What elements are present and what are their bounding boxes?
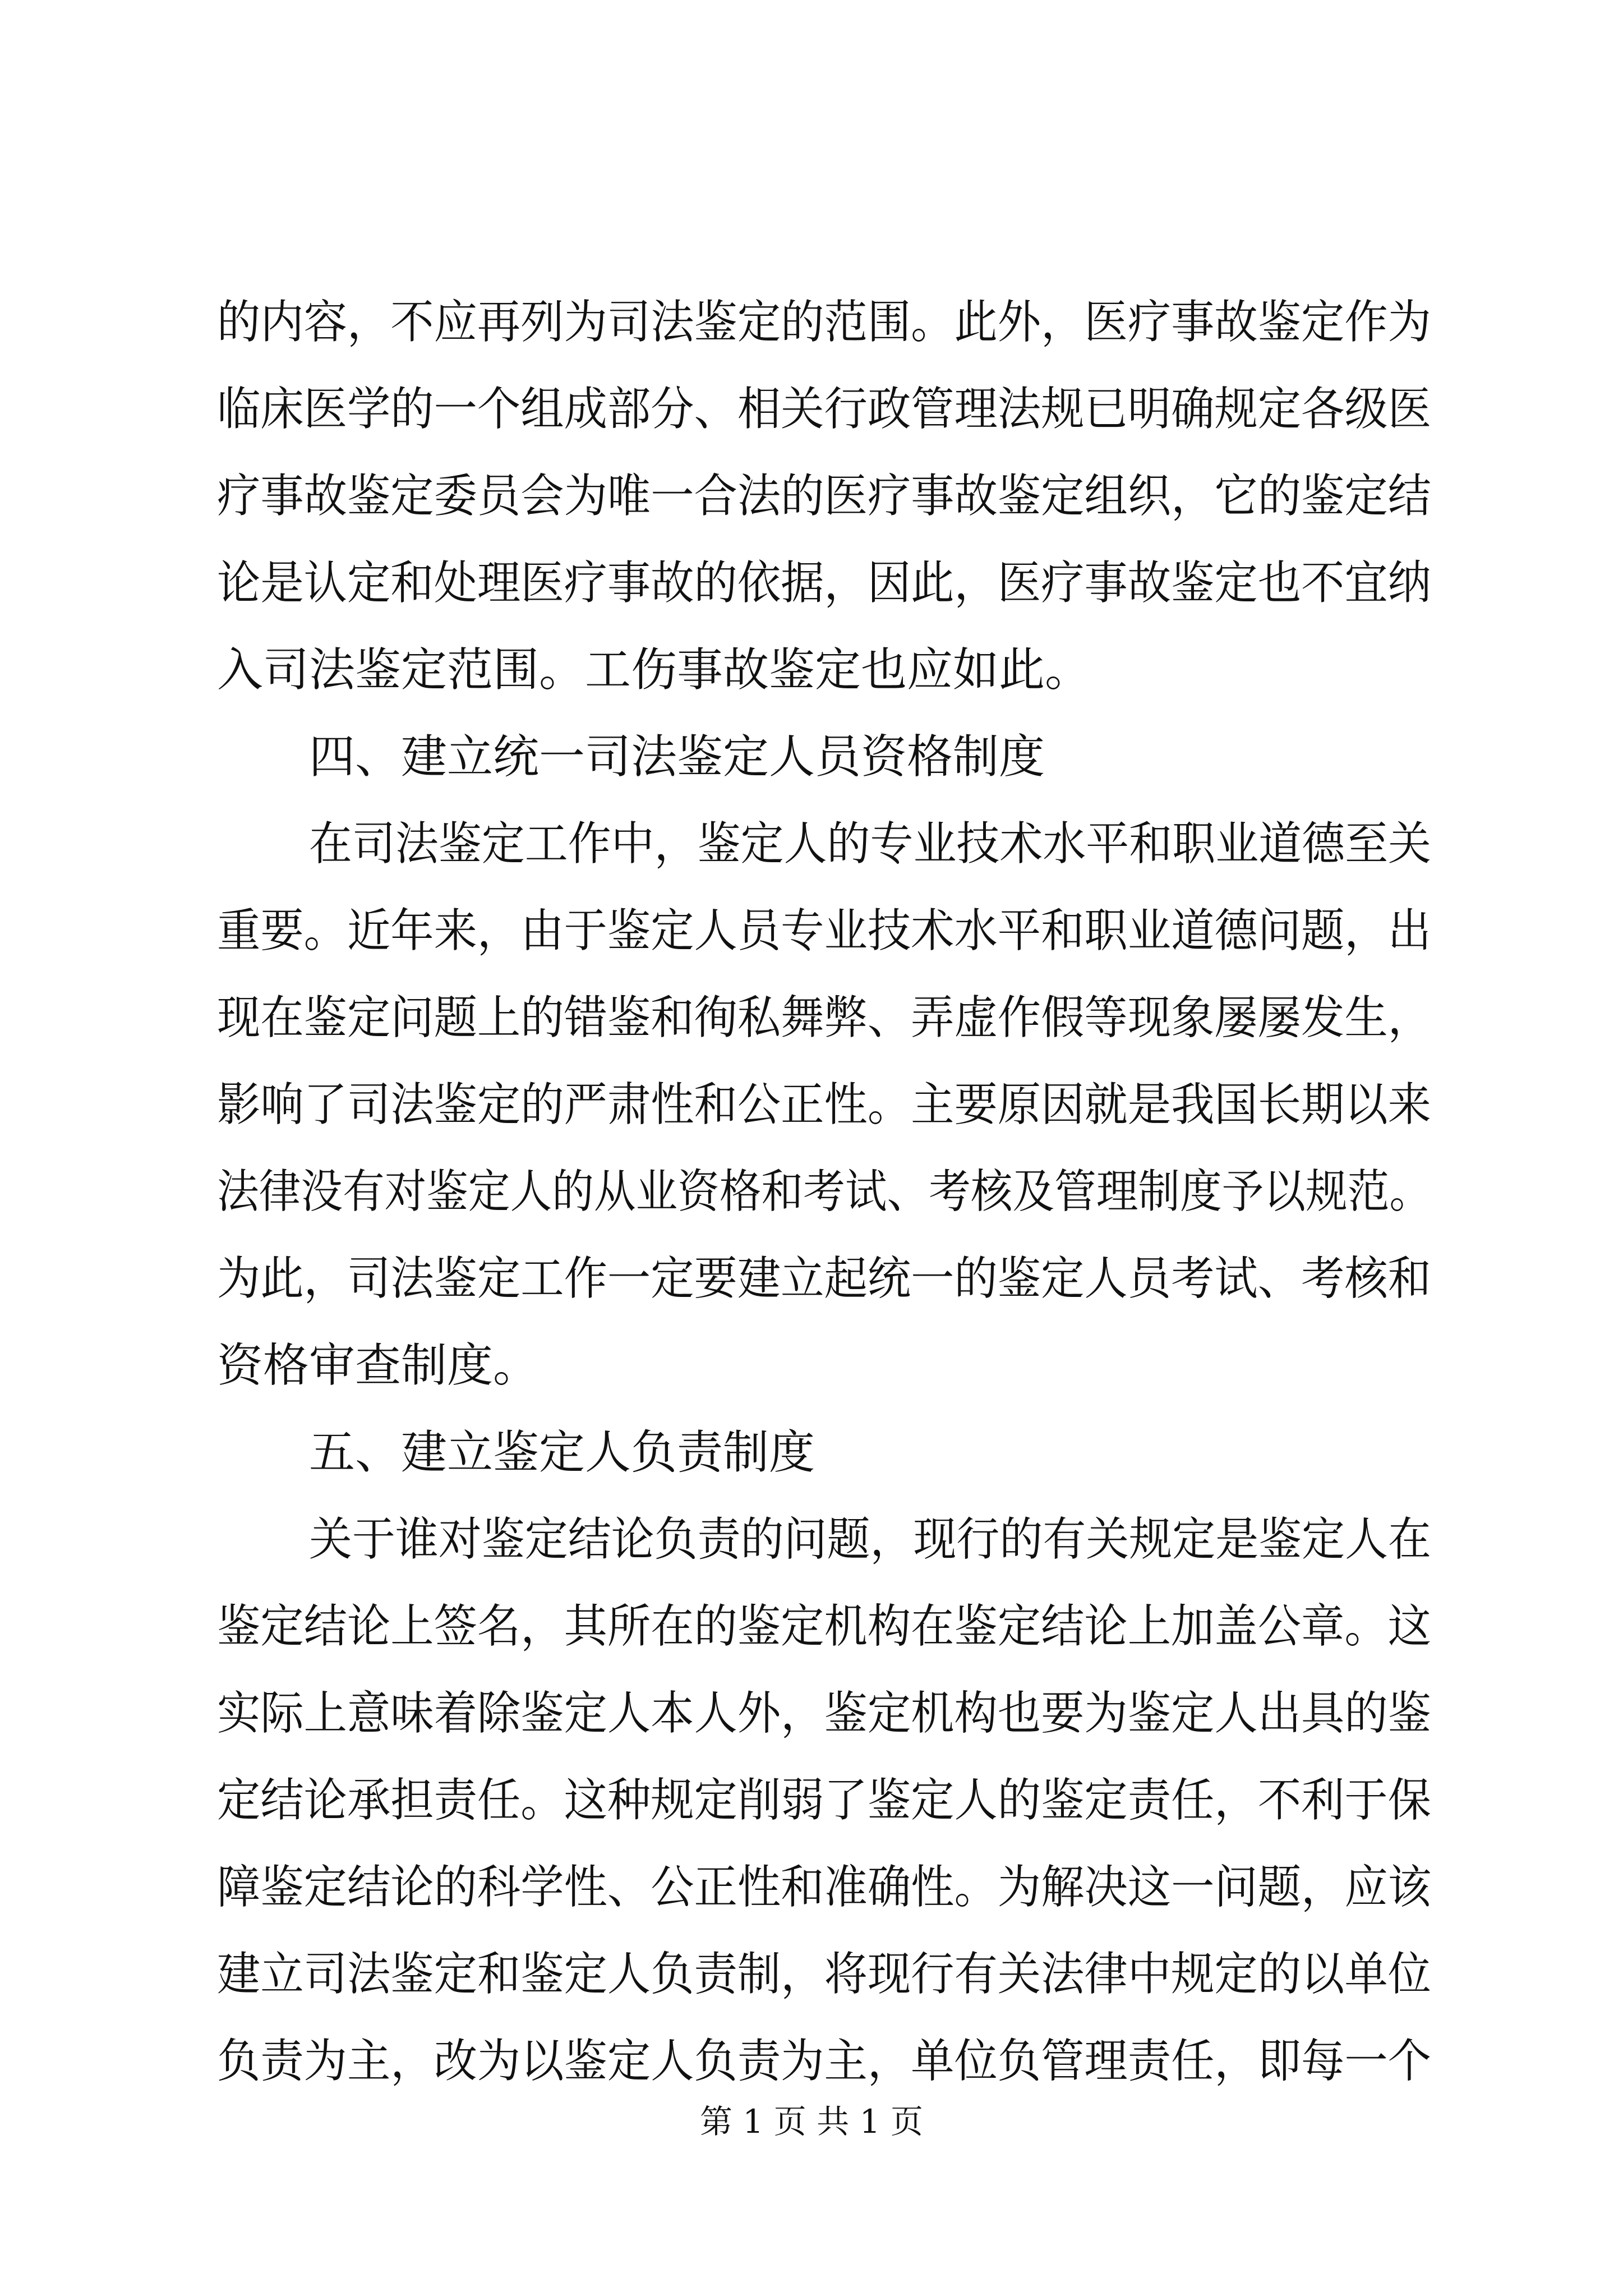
text-line: 实际上意味着除鉴定人本人外，鉴定机构也要为鉴定人出具的鉴 [217,1687,1432,1740]
text-line: 影响了司法鉴定的严肃性和公正性。主要原因就是我国长期以来 [217,1078,1432,1131]
text-line: 为此，司法鉴定工作一定要建立起统一的鉴定人员考试、考核和 [217,1252,1432,1305]
text-line: 建立司法鉴定和鉴定人负责制，将现行有关法律中规定的以单位 [217,1948,1432,2001]
text-line: 负责为主，改为以鉴定人负责为主，单位负管理责任，即每一个 [217,2035,1432,2088]
text-line: 定结论承担责任。这种规定削弱了鉴定人的鉴定责任，不利于保 [217,1774,1432,1827]
section-heading: 五、建立鉴定人负责制度 [309,1426,815,1479]
text-line: 障鉴定结论的科学性、公正性和准确性。为解决这一问题，应该 [217,1861,1432,1914]
text-line: 现在鉴定问题上的错鉴和徇私舞弊、弄虚作假等现象屡屡发生， [217,991,1432,1045]
text-line: 入司法鉴定范围。工伤事故鉴定也应如此。 [217,643,1091,697]
text-line: 在司法鉴定工作中，鉴定人的专业技术水平和职业道德至关 [309,817,1432,871]
text-line: 疗事故鉴定委员会为唯一合法的医疗事故鉴定组织，它的鉴定结 [217,470,1432,523]
text-line: 资格审查制度。 [217,1339,540,1392]
page-footer: 第 1 页 共 1 页 [700,2102,923,2141]
section-heading: 四、建立统一司法鉴定人员资格制度 [309,730,1045,784]
text-line: 临床医学的一个组成部分、相关行政管理法规已明确规定各级医 [217,383,1432,436]
text-line: 法律没有对鉴定人的从业资格和考试、考核及管理制度予以规范。 [217,1165,1432,1218]
text-line: 的内容，不应再列为司法鉴定的范围。此外，医疗事故鉴定作为 [217,296,1432,349]
text-line: 关于谁对鉴定结论负责的问题，现行的有关规定是鉴定人在 [309,1513,1432,1566]
text-line: 论是认定和处理医疗事故的依据，因此，医疗事故鉴定也不宜纳 [217,556,1432,610]
text-line: 鉴定结论上签名，其所在的鉴定机构在鉴定结论上加盖公章。这 [217,1600,1432,1653]
text-line: 重要。近年来，由于鉴定人员专业技术水平和职业道德问题，出 [217,904,1432,958]
